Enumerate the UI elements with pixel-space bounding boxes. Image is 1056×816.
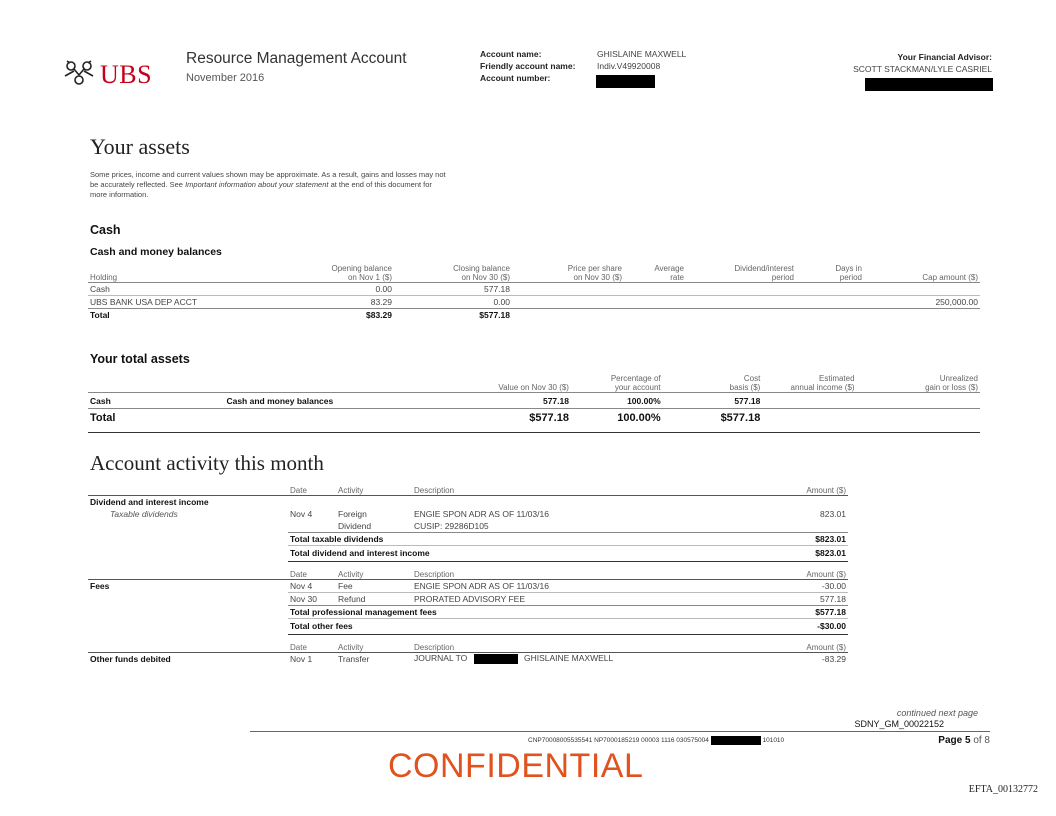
redaction-box xyxy=(865,78,993,91)
total-row: Total $577.18 100.00% $577.18 xyxy=(88,409,980,427)
brand-logo: UBS xyxy=(100,60,153,89)
total-row: Total professional management fees $577.18 xyxy=(290,606,846,617)
table-header xyxy=(88,264,980,283)
advisor-name: SCOTT STACKMAN/LYLE CASRIEL xyxy=(853,64,992,74)
table-row: Cash Cash and money balances 577.18 100.00% 577.18 xyxy=(88,393,980,409)
col-days: Days in period xyxy=(835,264,862,282)
document-code: CNP70008005535541 NP7000185219 00003 1116 030575004 101010 xyxy=(528,737,785,745)
col-dividend-period: Dividend/interest period xyxy=(734,264,794,282)
your-assets-heading: Your assets xyxy=(90,134,190,159)
col-average-rate: Average rate xyxy=(654,264,684,282)
account-activity-heading: Account activity this month xyxy=(90,451,324,475)
transfer-description: JOURNAL TO GHISLAINE MAXWELL xyxy=(412,652,662,665)
table-row: Taxable dividends Nov 4 Foreign ENGIE SPON ADR AS OF 11/03/16 823.01 xyxy=(110,508,846,519)
total-row: Total other fees -$30.00 xyxy=(88,618,848,634)
col-value: Value on Nov 30 ($) xyxy=(498,383,569,392)
cash-balances-table xyxy=(88,264,980,321)
divider xyxy=(88,432,980,433)
col-unrealized: Unrealized gain or loss ($) xyxy=(925,374,978,392)
total-assets-heading: Your total assets xyxy=(90,352,190,366)
section-row: Dividend and interest income xyxy=(88,495,848,508)
col-opening: Opening balance on Nov 1 ($) xyxy=(331,264,392,282)
col-cost-basis: Cost basis ($) xyxy=(729,374,761,392)
table-row: Cash 0.00 577.18 xyxy=(88,283,980,296)
redaction-box xyxy=(711,736,761,745)
statement-period: November 2016 xyxy=(186,72,265,84)
friendly-name-label: Friendly account name: xyxy=(480,61,576,71)
total-row: Total dividend and interest income $823.01 xyxy=(88,545,848,561)
statement-title: Resource Management Account xyxy=(186,50,407,67)
friendly-name-value: Indiv.V49920008 xyxy=(597,61,661,71)
bates-number: SDNY_GM_00022152 xyxy=(854,719,944,729)
efta-number: EFTA_00132772 xyxy=(968,784,1038,795)
footer-divider xyxy=(250,731,990,732)
ubs-keys-logo-icon xyxy=(62,58,96,93)
confidential-stamp: CONFIDENTIAL xyxy=(388,747,644,785)
table-row: Fees Nov 4 Fee ENGIE SPON ADR AS OF 11/03/16 -30.00 xyxy=(90,580,846,591)
redaction-box xyxy=(474,654,518,664)
table-row: Dividend CUSIP: 29286D105 xyxy=(338,520,489,531)
disclaimer-text: Some prices, income and current values shown may be approximate. As a result, gains and losses may not be accurately reflected. See Important information about your statement at the end of this document for more information. xyxy=(90,170,446,199)
table-header: Date Activity Description Amount ($) xyxy=(88,561,848,579)
continued-note: continued next page xyxy=(896,708,978,718)
total-row: Total $83.29 $577.18 xyxy=(88,309,980,322)
table-header: Date Activity Description Amount ($) xyxy=(88,634,848,652)
col-closing: Closing balance on Nov 30 ($) xyxy=(453,264,510,282)
col-percentage: Percentage of your account xyxy=(610,374,661,392)
account-name-value: GHISLAINE MAXWELL xyxy=(597,49,687,59)
col-price: Price per share on Nov 30 ($) xyxy=(567,264,622,282)
table-row: UBS BANK USA DEP ACCT 83.29 0.00 250,000.00 xyxy=(90,297,978,307)
col-holding: Holding xyxy=(90,273,118,282)
col-estimated-income: Estimated annual income ($) xyxy=(790,374,855,392)
total-assets-table xyxy=(88,374,980,427)
account-number-label: Account number: xyxy=(480,73,551,83)
account-activity-table xyxy=(88,481,848,665)
table-row: Other funds debited Nov 1 Transfer JOURNAL TO GHISLAINE MAXWELL -83.29 xyxy=(90,653,846,664)
cash-heading: Cash xyxy=(90,223,121,237)
table-header xyxy=(88,374,980,393)
redaction-box xyxy=(596,75,655,88)
account-name-label: Account name: xyxy=(480,49,542,59)
advisor-label: Your Financial Advisor: xyxy=(897,52,992,62)
cash-balances-subheading: Cash and money balances xyxy=(90,246,222,258)
table-row: Nov 30 Refund PRORATED ADVISORY FEE 577.18 xyxy=(290,593,846,604)
page-indicator: Page 5 of 8 xyxy=(938,735,990,746)
total-row: Total taxable dividends $823.01 xyxy=(290,533,846,544)
table-header: Date Activity Description Amount ($) xyxy=(290,485,846,495)
col-cap: Cap amount ($) xyxy=(922,273,978,282)
